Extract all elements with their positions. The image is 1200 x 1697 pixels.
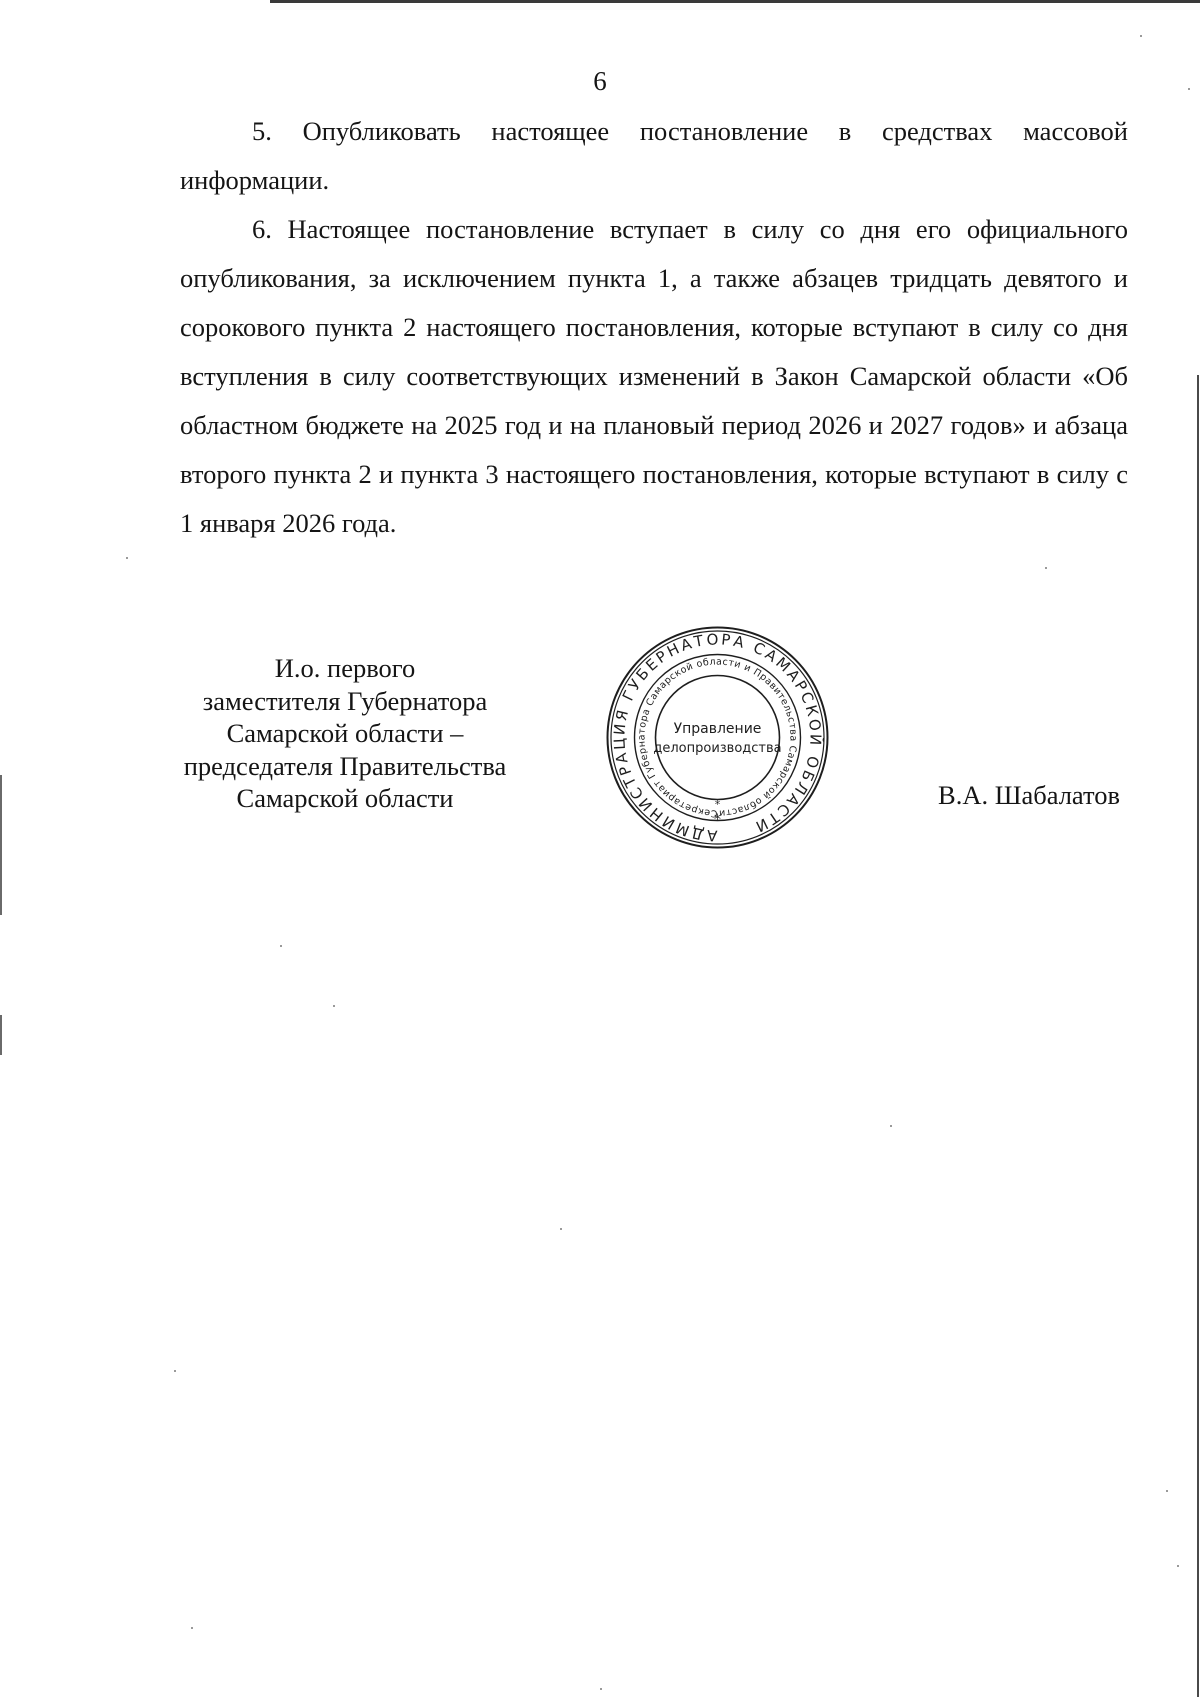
seal-star: * — [714, 812, 721, 828]
top-border-line — [270, 0, 1200, 3]
document-body — [180, 107, 1128, 548]
signatory-position-line: заместителя Губернатора — [202, 685, 488, 716]
seal-outer-ring-path: АДМИНИСТРАЦИЯ ГУБЕРНАТОРА САМАРСКОЙ ОБЛАСТИ — [610, 630, 825, 845]
signatory-position-line: Самарской области – — [226, 718, 464, 748]
signatory-position-line: Самарской области — [236, 783, 454, 813]
seal-center-line: делопроизводства — [653, 741, 782, 756]
seal-center-line: Управление — [673, 721, 762, 737]
scan-speck — [560, 1228, 562, 1230]
scan-speck — [174, 1370, 176, 1372]
scan-speck — [1188, 88, 1190, 90]
right-border-line — [1197, 375, 1199, 1697]
scan-speck — [333, 1005, 335, 1007]
scan-speck — [1177, 1565, 1179, 1567]
scan-speck — [126, 557, 128, 559]
page-number: 6 — [593, 66, 607, 96]
scan-speck — [1045, 567, 1047, 569]
seal-inner-ring-text — [636, 656, 798, 818]
scan-speck — [1140, 35, 1142, 37]
paragraph-5: 5. Опубликовать настоящее постановление в средствах массовой информации. — [180, 116, 1128, 195]
seal-middle-circle — [635, 655, 801, 821]
scan-speck — [1166, 1490, 1168, 1492]
scan-speck — [191, 1627, 193, 1629]
official-seal — [605, 625, 830, 850]
signatory-name: В.А. Шабалатов — [938, 780, 1120, 810]
left-scan-mark — [0, 1015, 2, 1055]
scan-speck — [600, 1688, 602, 1690]
seal-inner-circle — [656, 676, 780, 800]
seal-inner-ring-path: Секретариат Губернатора Самарской области и Правительства Самарской области — [636, 656, 799, 819]
signatory-position — [145, 652, 545, 815]
signatory-position-line: И.о. первого — [274, 653, 416, 683]
paragraph-6: 6. Настоящее постановление вступает в силу со дня его официального опубликования, за исключением пункта 1, а также абзацев тридцать девятого и сорокового пункта 2 настоящего постановления, которые вступают в силу со дня вступления в силу соответствующих изменений в Закон Самарской области «Об областном бюджете на 2025 год и на плановый период 2026 и 2027 годов» и абзаца второго пункта 2 и пункта 3 настоящего постановления, которые вступают в силу с 1 января 2026 года. — [180, 214, 1128, 538]
signatory-position-line: председателя Правительства — [183, 750, 507, 781]
seal-star: * — [714, 798, 721, 811]
scan-speck — [890, 1125, 892, 1127]
left-scan-mark — [0, 775, 2, 915]
scan-speck — [280, 945, 282, 947]
